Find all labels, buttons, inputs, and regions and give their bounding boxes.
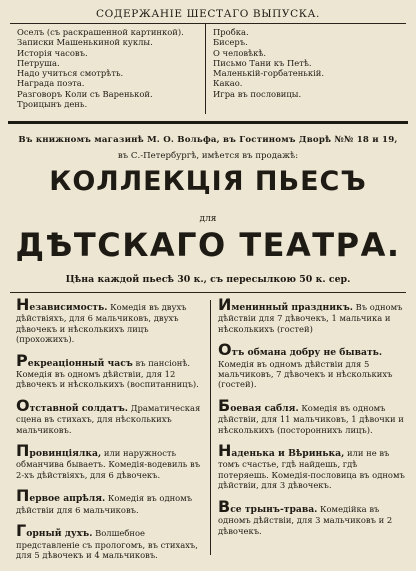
section-rule: [8, 121, 408, 124]
advert-for: для: [199, 214, 217, 224]
play-initial: О: [16, 395, 30, 415]
play-entry: [16, 486, 206, 515]
play-initial: И: [218, 295, 232, 314]
play-description: Комедія въ одномъ дѣйствіи для 6 мальчиковъ.: [16, 493, 193, 515]
toc-item: Бисеръ.: [213, 37, 248, 48]
play-initial: П: [16, 441, 30, 461]
advert-title-2: ДѢТСКАГО ТЕАТРА.: [15, 226, 401, 264]
play-description: Драматическая сцена въ стихахъ, для нѣсколькихъ мальчиковъ.: [16, 402, 201, 435]
toc-item: Троицынъ день.: [17, 99, 88, 110]
plays-left-column: [16, 295, 206, 571]
toc-top-rule: [10, 23, 406, 24]
play-title: тставной солдатъ.: [29, 402, 129, 414]
advert-line-1: Въ книжномъ магазинѣ М. О. Вольфа, въ Гостиномъ Дворѣ №№ 18 и 19,: [18, 135, 398, 145]
play-description: Въ одномъ дѣйствіи для 7 дѣвочекъ, 1 мальчика и нѣсколькихъ (гостей): [218, 302, 403, 334]
toc-item: Награда поэта.: [17, 78, 85, 89]
play-initial: В: [218, 496, 231, 516]
toc-item: О человѣкѣ.: [213, 47, 267, 58]
play-entry: [218, 395, 406, 435]
play-entry: [218, 496, 406, 536]
play-entry: [16, 441, 206, 480]
play-description: Комедія въ одномъ дѣйствіи для 5 мальчиковъ, 7 дѣвочекъ и нѣсколькихъ (гостей).: [218, 358, 393, 390]
play-entry: [16, 395, 206, 435]
play-entry: [218, 441, 406, 491]
play-description: Комедія въ одномъ дѣйствіи, для 11 мальчиковъ, 1 дѣвочки и нѣсколькихъ (постороннихъ лицъ).: [218, 402, 404, 435]
play-initial: Г: [16, 521, 27, 541]
toc-item: Исторія часовъ.: [17, 47, 88, 58]
play-title: орный духъ.: [26, 528, 93, 540]
play-entry: [16, 295, 206, 345]
play-title: ровинціялка,: [29, 448, 102, 460]
plays-right-column: [218, 295, 406, 547]
toc-left-column: [17, 27, 184, 109]
play-description: Комедійка въ одномъ дѣйствіи, для 3 мальчиковъ и 2 дѣвочекъ.: [218, 503, 393, 536]
play-description: или не въ томъ счастье, гдѣ найдешь, гдѣ потеряешь. Комедія-пословица въ одномъ дѣйствіи, для 3 дѣвочекъ.: [218, 448, 405, 491]
toc-divider: [205, 24, 206, 114]
play-description: Волшебное представленіе съ прологомъ, въ стихахъ, для 5 дѣвочекъ и 4 мальчиковъ.: [16, 528, 198, 560]
play-title: езависимость.: [29, 302, 108, 313]
toc-item: Письмо Тани къ Петѣ.: [213, 57, 312, 68]
play-description: или наружность обманчива бываетъ. Комедія-водевиль въ 2-хъ дѣйствіяхъ, для 6 дѣвочекъ.: [16, 448, 201, 480]
advert-line-2: въ С.-Петербургѣ, имѣется въ продажѣ:: [117, 151, 299, 161]
toc-item: Оселъ (съ раскрашенной картинкой).: [17, 27, 184, 37]
advert-title-1: КОЛЛЕКЦІЯ ПЬЕСЪ: [49, 166, 367, 197]
toc-item: Надо учиться смотрѣть.: [17, 68, 124, 79]
play-entry: [218, 340, 406, 390]
toc-item: Игра въ пословицы.: [213, 88, 302, 99]
play-initial: Р: [16, 350, 28, 370]
toc-item: Пробка.: [213, 27, 249, 37]
play-title: тъ обмана добру не бывать.: [231, 347, 383, 359]
toc-item: Маленькій-горбатенькій.: [213, 68, 325, 79]
play-title: менинный праздникъ.: [231, 302, 353, 313]
toc-item: Записки Машенькиной куклы.: [17, 37, 153, 48]
toc-item: Какао.: [213, 78, 243, 89]
price-rule: [10, 292, 406, 293]
play-description: въ пансіонѣ. Комедія въ одномъ дѣйствіи, для 12 дѣвочекъ и нѣсколькихъ (воспитанницъ).: [16, 357, 199, 390]
play-entry: [16, 521, 206, 560]
play-initial: Н: [16, 295, 30, 314]
play-title: оевая сабля.: [230, 402, 299, 414]
play-initial: Б: [218, 395, 231, 415]
play-title: екреаціонный часъ: [27, 357, 133, 369]
play-title: аденька и Вѣринька,: [231, 448, 345, 460]
play-entry: [218, 295, 406, 334]
play-title: ервое апрѣля.: [29, 493, 106, 505]
plays-divider: [210, 300, 211, 555]
play-title: се трынъ-трава.: [230, 503, 318, 515]
toc-title: СОДЕРЖАНІЕ ШЕСТАГО ВЫПУСКА.: [96, 8, 320, 20]
toc-right-column: [213, 27, 324, 99]
toc-item: Разговоръ Коли съ Варенькой.: [17, 88, 153, 99]
advert-price: Цѣна каждой пьесѣ 30 к., съ пересылкою 50 к. сер.: [65, 274, 351, 285]
play-description: Комедія въ двухъ дѣйствіяхъ, для 6 мальчиковъ, двухъ дѣвочекъ и нѣсколькихъ лицъ (прохожихъ).: [16, 302, 187, 345]
play-initial: О: [218, 340, 232, 360]
play-entry: [16, 350, 206, 390]
toc-item: Петруша.: [17, 57, 60, 68]
play-initial: Н: [218, 441, 232, 461]
play-initial: П: [16, 486, 30, 506]
